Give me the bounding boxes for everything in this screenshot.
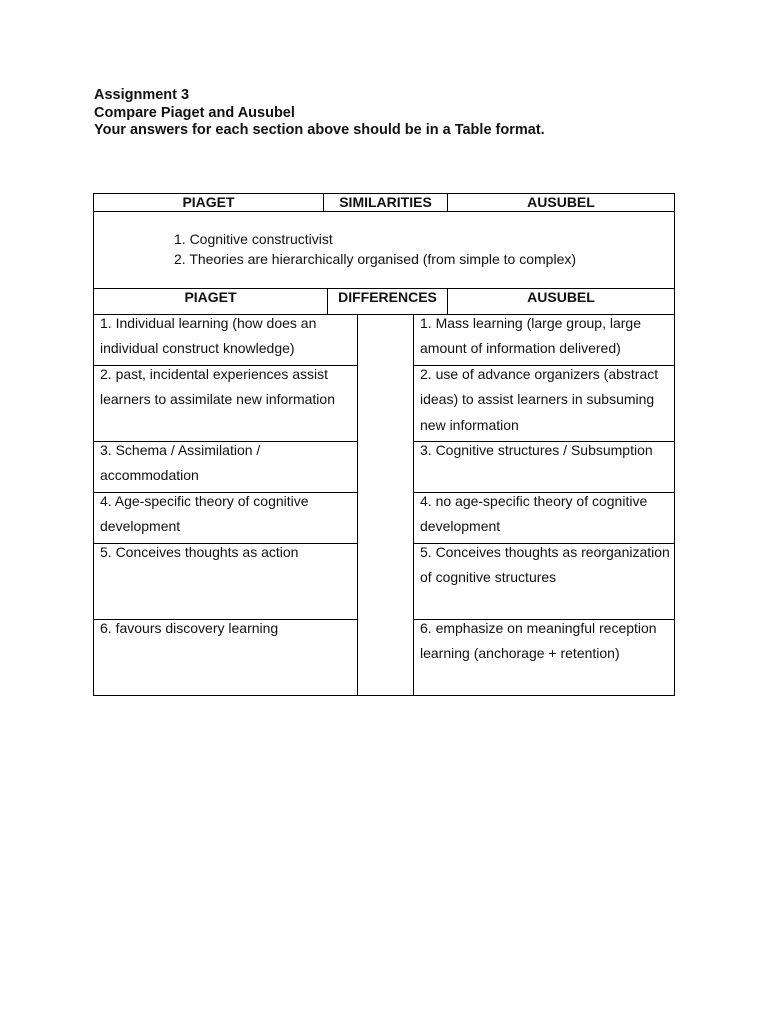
piaget-cell: 2. past, incidental experiences assist learners to assimilate new information bbox=[100, 366, 335, 408]
ausubel-cell: 3. Cognitive structures / Subsumption bbox=[420, 442, 653, 458]
similarity-item: 2. Theories are hierarchically organised (from simple to complex) bbox=[174, 251, 577, 267]
header-piaget: PIAGET bbox=[182, 194, 235, 210]
similarities-list bbox=[174, 229, 576, 269]
header-piaget-differences: PIAGET bbox=[184, 289, 237, 305]
piaget-cell: 4. Age-specific theory of cognitive development bbox=[100, 493, 309, 535]
ausubel-cell: 6. emphasize on meaningful reception learning (anchorage + retention) bbox=[420, 620, 657, 662]
similarity-item: 1. Cognitive constructivist bbox=[174, 231, 333, 247]
piaget-cell: 6. favours discovery learning bbox=[100, 620, 279, 636]
table-rule bbox=[94, 211, 674, 212]
piaget-cell: 3. Schema / Assimilation / accommodation bbox=[100, 442, 261, 484]
header-differences: DIFFERENCES bbox=[338, 289, 437, 305]
piaget-cell: 5. Conceives thoughts as action bbox=[100, 544, 299, 560]
comparison-table bbox=[93, 193, 675, 696]
assignment-subtitle: Compare Piaget and Ausubel bbox=[94, 104, 295, 121]
assignment-instructions: Your answers for each section above should be in a Table format. bbox=[94, 122, 545, 138]
ausubel-cell: 4. no age-specific theory of cognitive development bbox=[420, 493, 648, 535]
header-ausubel: AUSUBEL bbox=[527, 194, 595, 210]
assignment-heading bbox=[94, 87, 545, 140]
ausubel-cell: 2. use of advance organizers (abstract ideas) to assist learners in subsuming new information bbox=[420, 366, 659, 433]
table-rule bbox=[357, 314, 358, 695]
header-ausubel-differences: AUSUBEL bbox=[527, 289, 595, 305]
ausubel-cell: 1. Mass learning (large group, large amount of information delivered) bbox=[420, 315, 642, 357]
assignment-title: Assignment 3 bbox=[94, 87, 190, 103]
ausubel-cell: 5. Conceives thoughts as reorganization of cognitive structures bbox=[420, 544, 670, 586]
header-similarities: SIMILARITIES bbox=[339, 194, 432, 210]
piaget-cell: 1. Individual learning (how does an individual construct knowledge) bbox=[100, 315, 317, 357]
